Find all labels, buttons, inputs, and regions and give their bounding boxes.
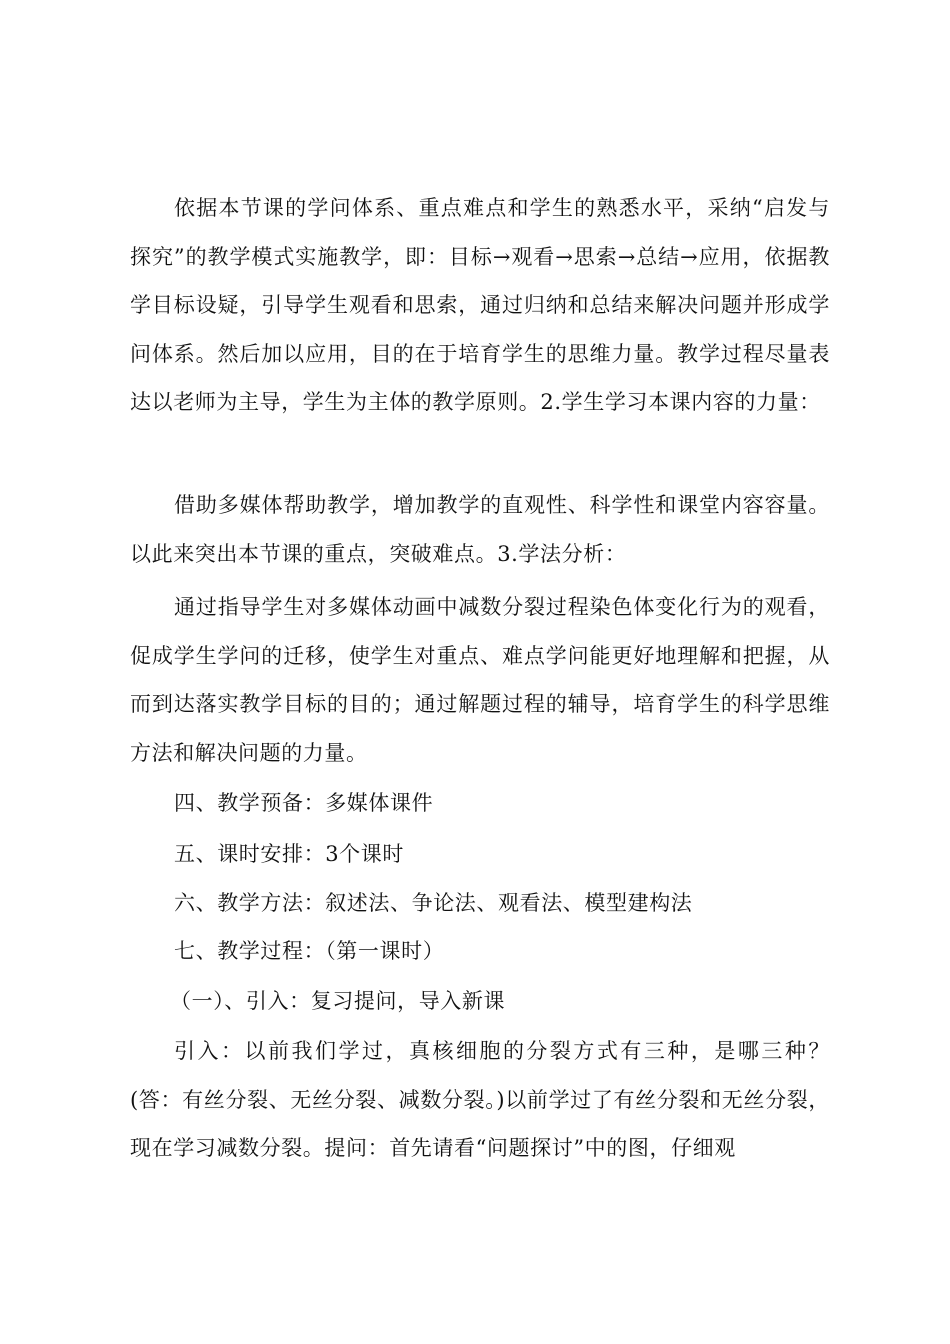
heading-process: 七、教学过程：（第一课时） — [174, 939, 445, 963]
paragraph-teaching-method: 依据本节课的学问体系、重点难点和学生的熟悉水平，采纳“启发与探究”的教学模式实施教学，即：目标→观看→思索→总结→应用，依据教学目标设疑，引导学生观看和思索，通过归纳和总结来解决问题并形成学问体系。然后加以应用，目的在于培育学生的思维力量。教学过程尽量表达以老师为主导，学生为主体的教学原则。2.学生学习本课内容的力量： — [130, 196, 830, 414]
heading-preparation: 四、教学预备：多媒体课件 — [174, 791, 434, 815]
heading-introduction: （一）、引入：复习提问，导入新课 — [170, 989, 506, 1013]
paragraph-multimedia: 借助多媒体帮助教学，增加教学的直观性、科学性和课堂内容容量。以此来突出本节课的重点，突破难点。3.学法分析： — [130, 493, 830, 566]
paragraph-learning-analysis: 通过指导学生对多媒体动画中减数分裂过程染色体变化行为的观看，促成学生学问的迁移，使学生对重点、难点学问能更好地理解和把握，从而到达落实教学目标的目的；通过解题过程的辅导，培育学生的科学思维方法和解决问题的力量。 — [130, 595, 830, 765]
paragraph-introduction: 引入：以前我们学过，真核细胞的分裂方式有三种，是哪三种？(答：有丝分裂、无丝分裂、减数分裂。)以前学过了有丝分裂和无丝分裂，现在学习减数分裂。提问：首先请看“问题探讨”中的图，仔细观 — [130, 1039, 830, 1160]
heading-methods: 六、教学方法：叙述法、争论法、观看法、模型建构法 — [174, 891, 693, 915]
heading-schedule: 五、课时安排：3个课时 — [174, 842, 404, 866]
